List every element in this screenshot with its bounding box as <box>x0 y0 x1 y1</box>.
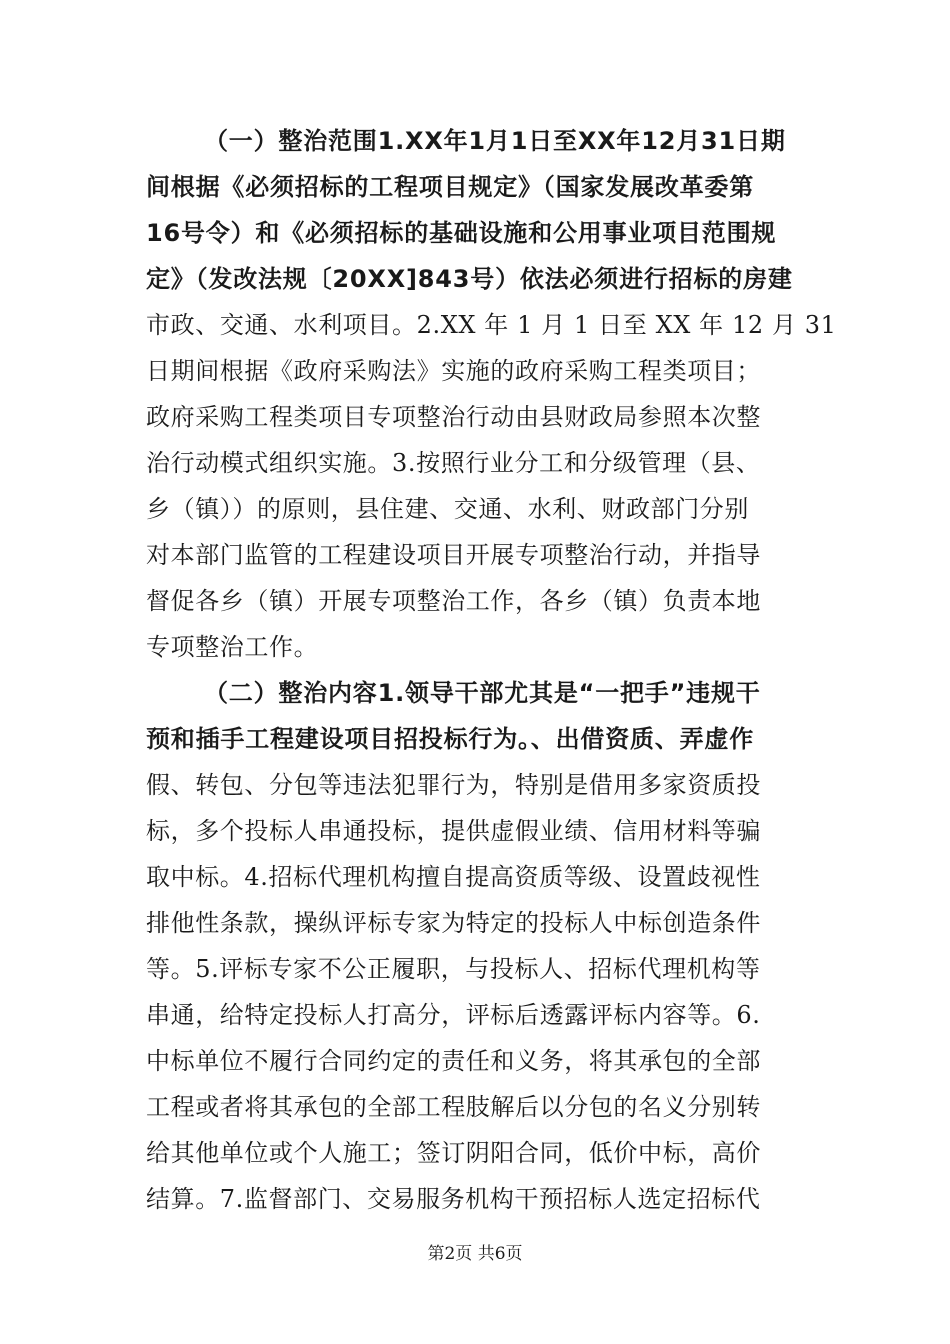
text-line: 乡（镇））的原则，县住建、交通、水利、财政部门分别 <box>146 495 749 523</box>
text-line: 定》（发改法规〔20XX]843号）依法必须进行招标的房建 <box>146 265 793 293</box>
text-line: （一）整治范围1.XX年1月1日至XX年12月31日期 <box>204 127 786 155</box>
document-body <box>146 118 837 1222</box>
page-number-footer: 第2页 共6页 <box>427 1244 523 1264</box>
text-line: 工程或者将其承包的全部工程肢解后以分包的名义分别转 <box>146 1093 761 1121</box>
text-line: 预和插手工程建设项目招投标行为。、出借资质、弄虚作 <box>146 725 754 753</box>
text-line: （二）整治内容1.领导干部尤其是“一把手”违规干 <box>204 679 761 707</box>
text-line: 串通，给特定投标人打高分，评标后透露评标内容等。6. <box>146 1001 761 1029</box>
text-line: 专项整治工作。 <box>146 633 319 661</box>
text-line: 排他性条款，操纵评标专家为特定的投标人中标创造条件 <box>146 909 761 937</box>
text-line: 督促各乡（镇）开展专项整治工作，各乡（镇）负责本地 <box>146 587 761 615</box>
text-line: 间根据《必须招标的工程项目规定》（国家发展改革委第 <box>146 173 754 201</box>
text-line: 标，多个投标人串通投标，提供虚假业绩、信用材料等骗 <box>146 817 761 845</box>
text-line: 取中标。4.招标代理机构擅自提高资质等级、设置歧视性 <box>146 863 761 891</box>
text-line: 等。5.评标专家不公正履职，与投标人、招标代理机构等 <box>146 955 761 983</box>
text-line: 日期间根据《政府采购法》实施的政府采购工程类项目； <box>146 357 761 385</box>
text-line: 对本部门监管的工程建设项目开展专项整治行动，并指导 <box>146 541 761 569</box>
text-line: 市政、交通、水利项目。2.XX 年 1 月 1 日至 XX 年 12 月 31 <box>146 311 837 339</box>
text-line: 治行动模式组织实施。3.按照行业分工和分级管理（县、 <box>146 449 761 477</box>
text-line: 给其他单位或个人施工；签订阴阳合同，低价中标，高价 <box>146 1139 761 1167</box>
text-line: 中标单位不履行合同约定的责任和义务，将其承包的全部 <box>146 1047 761 1075</box>
text-line: 假、转包、分包等违法犯罪行为，特别是借用多家资质投 <box>146 771 761 799</box>
text-line: 政府采购工程类项目专项整治行动由县财政局参照本次整 <box>146 403 761 431</box>
text-line: 16号令）和《必须招标的基础设施和公用事业项目范围规 <box>146 219 777 247</box>
text-line: 结算。7.监督部门、交易服务机构干预招标人选定招标代 <box>146 1185 761 1213</box>
